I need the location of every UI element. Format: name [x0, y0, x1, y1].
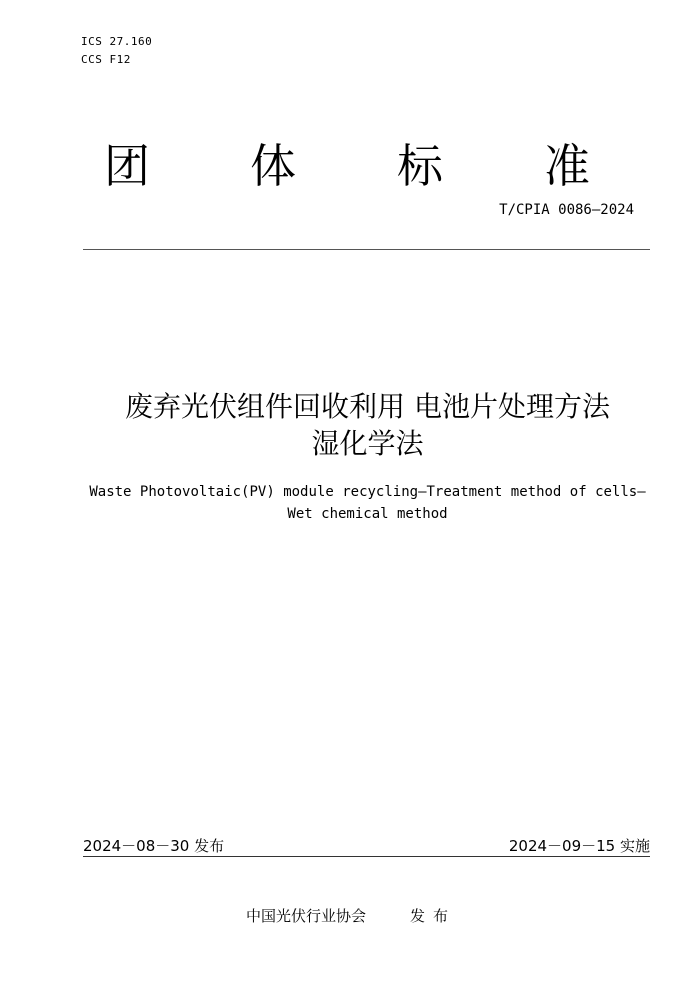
title-chinese-line-1: 废弃光伏组件回收利用 电池片处理方法	[125, 390, 610, 423]
standard-type-heading	[100, 138, 610, 198]
implementation-date: 2024－09－15 实施	[508, 837, 650, 855]
title-english-line-2: Wet chemical method	[287, 506, 448, 522]
title-english-line-1: Waste Photovoltaic(PV) module recycling—Treatment method of cells—	[89, 484, 646, 500]
standard-type-char: 体	[250, 139, 296, 193]
standard-type-char: 团	[104, 139, 150, 193]
bottom-divider	[83, 856, 650, 857]
ics-code: ICS 27.160	[81, 35, 153, 48]
publish-label: 发布	[410, 907, 457, 925]
title-chinese-line-2: 湿化学法	[311, 427, 424, 460]
publish-date: 2024－08－30 发布	[83, 837, 225, 855]
standard-type-char: 准	[544, 139, 590, 193]
publisher-name: 中国光伏行业协会	[246, 907, 367, 925]
top-divider	[83, 249, 650, 250]
ccs-code: CCS F12	[81, 53, 131, 66]
standard-code: T/CPIA 0086—2024	[499, 202, 634, 218]
standard-type-char: 标	[397, 139, 443, 193]
